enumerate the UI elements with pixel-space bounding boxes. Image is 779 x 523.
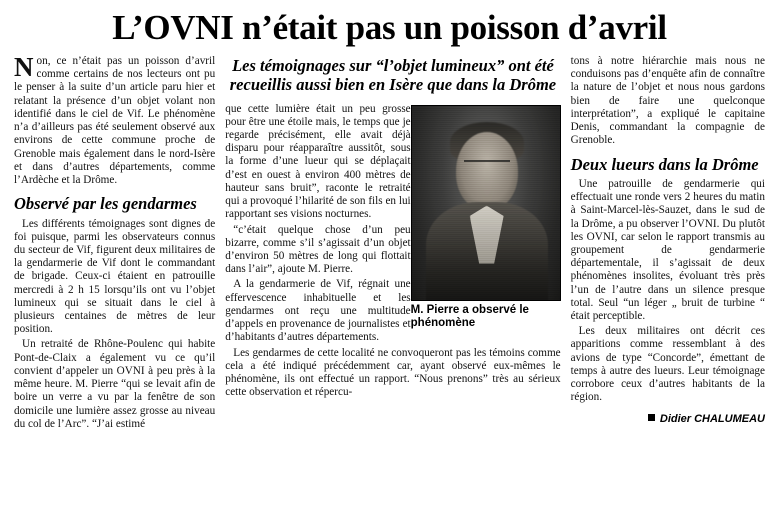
paragraph: Les gendarmes de cette localité ne convoqueront pas les témoins comme cela a été indiqué précédemment car, ayant observé eux-mêmes le phénomène, ils ont effectué un rapport. “Nous prenons” très au sérieux cette observation et répercu-: [225, 346, 561, 399]
paragraph: “c’était quelque chose d’un peu bizarre, comme s’il s’agissait d’un objet d’environ 50 mètres de long qui flottait dans l’air”, ajoute M. Pierre.: [225, 223, 411, 276]
column-right: [571, 55, 765, 425]
left-body-2: [14, 218, 215, 432]
paragraph: tons à notre hiérarchie mais nous ne conduisons pas d’enquête afin de connaître la nature de l’objet et nous nous gardons bien de faire une quelconque interprétation”, a expliqué le capitaine Denis, commandant la compagnie de Grenoble.: [570, 55, 765, 147]
subhead-observe-par-les-gendarmes: Observé par les gendarmes: [14, 194, 197, 214]
page-title: L’OVNI n’était pas un poisson d’avril: [112, 8, 667, 47]
photo-figure: [411, 105, 561, 330]
portrait-photo-icon: [411, 105, 561, 301]
photo-caption: M. Pierre a observé le phénomène: [410, 303, 529, 329]
paragraph: Les différents témoignages sont dignes de foi puisque, parmi les observateurs connus du secteur de Vif, figurent deux militaires de la gendarmerie de Vif dont le commandant de brigade. Ceux-ci étaient en patrouille mercredi à 2 h 15 lorsqu’ils ont vu l’objet lumineux qui se situait dans le ciel à plusieurs centaines de mètres de leur position.: [14, 217, 216, 336]
lead-paragraph: [14, 52, 216, 187]
photo-grain: [412, 106, 560, 300]
article-deck: Les témoignages sur “l’objet lumineux” ont été recueillis aussi bien en Isère que dans la Drôme: [229, 56, 557, 94]
paragraph: A la gendarmerie de Vif, régnait une effervescence inhabituelle et les gendarmes ont reçu une multitude d’appels en provenance de journalistes et d’habitants d’autres départements.: [225, 278, 411, 344]
dropcap: N: [14, 52, 34, 82]
column-middle: [225, 55, 560, 401]
subhead-deux-lueurs-dans-la-drome: Deux lueurs dans la Drôme: [570, 154, 759, 174]
paragraph: Les deux militaires ont décrit ces apparitions comme ressemblant à des avions de type “Concorde”, émettant de temps à autre des lueurs. Leur témoignage corrobore ceux d’autres habitants de la région.: [570, 325, 765, 404]
lead-text: on, ce n’était pas un poisson d’avril comme certains de nos lecteurs ont pu le penser à la suite d’un article paru hier et relatant la présence d’un objet volant non identifié dans le ciel de Vif. Le phénomène n’a d’ailleurs pas été seulement observé aux environs de cette commune proche de Grenoble mais également dans le nord-Isère et dans d’autres départements, comme l’Ardèche et la Drôme.: [14, 55, 216, 186]
paragraph: Une patrouille de gendarmerie qui effectuait une ronde vers 2 heures du matin à Saint-Marcel-lès-Sauzet, dans le sud de la Drôme, a pu observer l’OVNI. Du plutôt les OVNI, car selon le rapport transmis au groupement de gendarmerie départementale, il s’agissait de deux phénomènes insolites, évoluant très près l’un de l’autre dans un silence presque total. Seul “un léger „ bruit de turbine “ était perceptible.: [570, 177, 765, 323]
paragraph: Un retraité de Rhône-Poulenc qui habite Pont-de-Claix a également vu ce qu’il convient d’appeler un OVNI à peu près à la même heure. M. Pierre “qui se levait afin de boire un verre a vu par la fenêtre de son domicile une lumière assez grosse au niveau du col de l’Arc”. “J’ai estimé: [14, 338, 216, 430]
column-left: [14, 52, 216, 433]
byline-text: Didier CHALUMEAU: [659, 412, 765, 425]
paragraph: que cette lumière était un peu grosse pour être une étoile mais, le temps que je regarde précisément, elle avait déjà disparu pour réapparaître aussitôt, sous la forme d’une lueur qui se déplaçait d’est en ouest à environ 400 mètres de hauteur sans bruit”, raconte le retraité qui a provoqué l’hilarité de son fils en lui rapportant ses visions nocturnes.: [225, 102, 411, 221]
byline: [571, 413, 765, 425]
byline-square-icon: [648, 414, 655, 421]
article-columns: [14, 52, 765, 433]
left-body: [14, 52, 216, 187]
right-body: [571, 55, 765, 148]
right-body-2: [571, 178, 765, 405]
